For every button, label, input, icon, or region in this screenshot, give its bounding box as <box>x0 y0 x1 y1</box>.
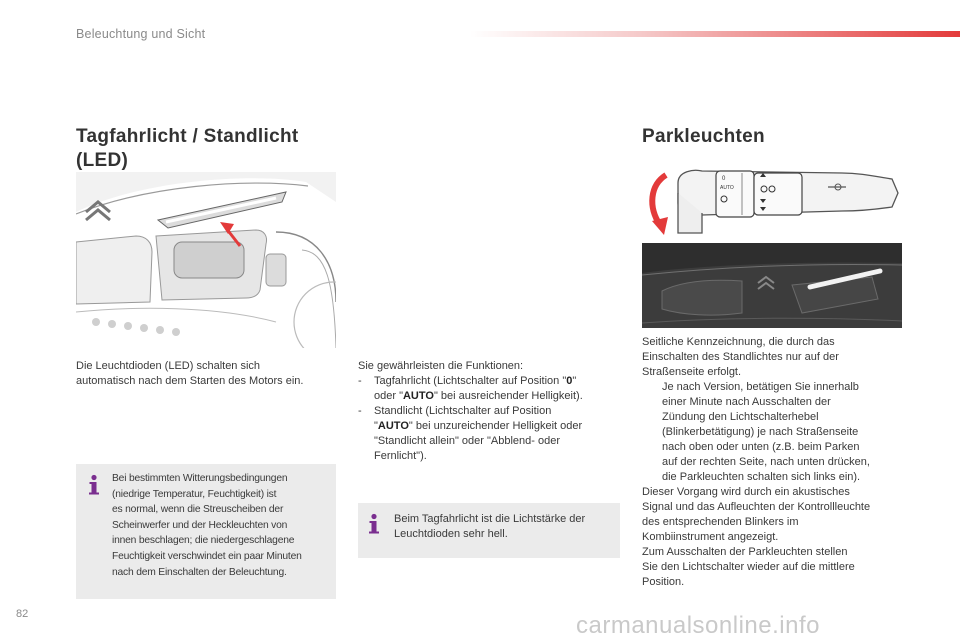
light-stalk-image <box>642 163 902 239</box>
bullet-line: Je nach Version, betätigen Sie innerhalb <box>662 381 859 393</box>
bullet-line: die Parkleuchten schalten sich links ein). <box>662 471 861 483</box>
item-text: " <box>374 420 378 432</box>
info-text-condensation <box>112 471 334 580</box>
bullet-line: Zündung den Lichtschalterhebel <box>662 411 819 423</box>
parked-car-image <box>642 243 902 328</box>
light-stalk-illustration <box>642 163 902 239</box>
car-front-illustration <box>76 172 336 348</box>
page-number: 82 <box>16 608 29 620</box>
info-text-brightness <box>394 512 618 542</box>
parking-para2-line: Position. <box>642 576 685 588</box>
info-line: nach dem Einschalten der Beleuchtung. <box>112 566 287 578</box>
watermark: carmanualsonline.info <box>576 612 820 639</box>
info-line: Feuchtigkeit verschwindet ein paar Minuten <box>112 550 302 562</box>
function-item-daylight <box>358 374 628 404</box>
list-dash: - <box>358 405 362 417</box>
item-text: " <box>572 375 577 387</box>
stalk-label-zero: 0 <box>722 176 726 182</box>
heading-daylight <box>76 125 299 173</box>
info-icon <box>366 513 382 535</box>
parking-para2-line: Dieser Vorgang wird durch ein akustisches <box>642 486 850 498</box>
item-text: " bei ausreichender Helligkeit). <box>433 390 583 402</box>
header-accent-bar <box>470 31 960 37</box>
info-line: es normal, wenn die Streuscheiben der <box>112 504 284 516</box>
list-dash: - <box>358 375 362 387</box>
item-text: "Standlicht allein" oder "Abblend- oder <box>374 435 560 447</box>
item-text: Fernlicht"). <box>374 450 427 462</box>
parking-para2-line: Kombiinstrument angezeigt. <box>642 531 779 543</box>
info-box-condensation <box>76 464 336 599</box>
heading-parking-lights: Parkleuchten <box>642 126 765 147</box>
functions-intro: Sie gewährleisten die Funktionen: <box>358 360 524 372</box>
item-bold: 0 <box>566 375 573 387</box>
daylight-line-1: Die Leuchtdioden (LED) schalten sich <box>76 360 261 372</box>
bullet-line: auf der rechten Seite, nach unten drücken, <box>662 456 870 468</box>
parking-para2-line: Sie den Lichtschalter wieder auf die mittlere <box>642 561 855 573</box>
car-front-image <box>76 172 336 348</box>
info-icon <box>86 474 102 496</box>
item-bold: AUTO <box>377 420 409 432</box>
heading-line-2: (LED) <box>76 150 129 171</box>
parking-instruction-item <box>642 380 942 485</box>
section-title: Beleuchtung und Sicht <box>76 27 206 41</box>
parking-para2-line: des entsprechenden Blinkers im <box>642 516 799 528</box>
parking-para1-line: Straßenseite erfolgt. <box>642 366 742 378</box>
item-text: Tagfahrlicht (Lichtschalter auf Position " <box>374 375 567 387</box>
bullet-line: (Blinkerbetätigung) je nach Straßenseite <box>662 426 859 438</box>
bullet-line: einer Minute nach Ausschalten der <box>662 396 831 408</box>
info-line: Bei bestimmten Witterungsbedingungen <box>112 473 288 484</box>
daylight-description <box>76 359 346 389</box>
parking-para1-line: Seitliche Kennzeichnung, die durch das <box>642 336 835 348</box>
parked-car-illustration <box>642 243 902 328</box>
info-line: Beim Tagfahrlicht ist die Lichtstärke der <box>394 513 586 525</box>
stalk-label-auto: AUTO <box>720 185 734 191</box>
bullet-icon <box>642 380 662 485</box>
info-box-brightness <box>358 503 620 558</box>
parking-para1-line: Einschalten des Standlichtes nur auf der <box>642 351 839 363</box>
parking-para2-line: Signal und das Aufleuchten der Kontrollleuchte <box>642 501 871 513</box>
functions-list <box>358 359 628 464</box>
item-bold: AUTO <box>402 390 434 402</box>
info-line: (niedrige Temperatur, Feuchtigkeit) ist <box>112 488 277 500</box>
item-text: oder " <box>374 390 403 402</box>
item-text: " bei unzureichender Helligkeit oder <box>408 420 583 432</box>
info-line: Leuchtdioden sehr hell. <box>394 528 508 540</box>
daylight-line-2: automatisch nach dem Starten des Motors ein. <box>76 375 304 387</box>
info-line: Scheinwerfer und der Heckleuchten von <box>112 519 288 531</box>
info-line: innen beschlagen; die niedergeschlagene <box>112 535 295 547</box>
parking-para2-line: Zum Ausschalten der Parkleuchten stellen <box>642 546 848 558</box>
parking-description <box>642 335 942 590</box>
bullet-line: nach oben oder unten (z.B. beim Parken <box>662 441 860 453</box>
heading-line-1: Tagfahrlicht / Standlicht <box>76 126 299 147</box>
function-item-sidelight <box>358 404 628 464</box>
item-text: Standlicht (Lichtschalter auf Position <box>374 405 552 417</box>
